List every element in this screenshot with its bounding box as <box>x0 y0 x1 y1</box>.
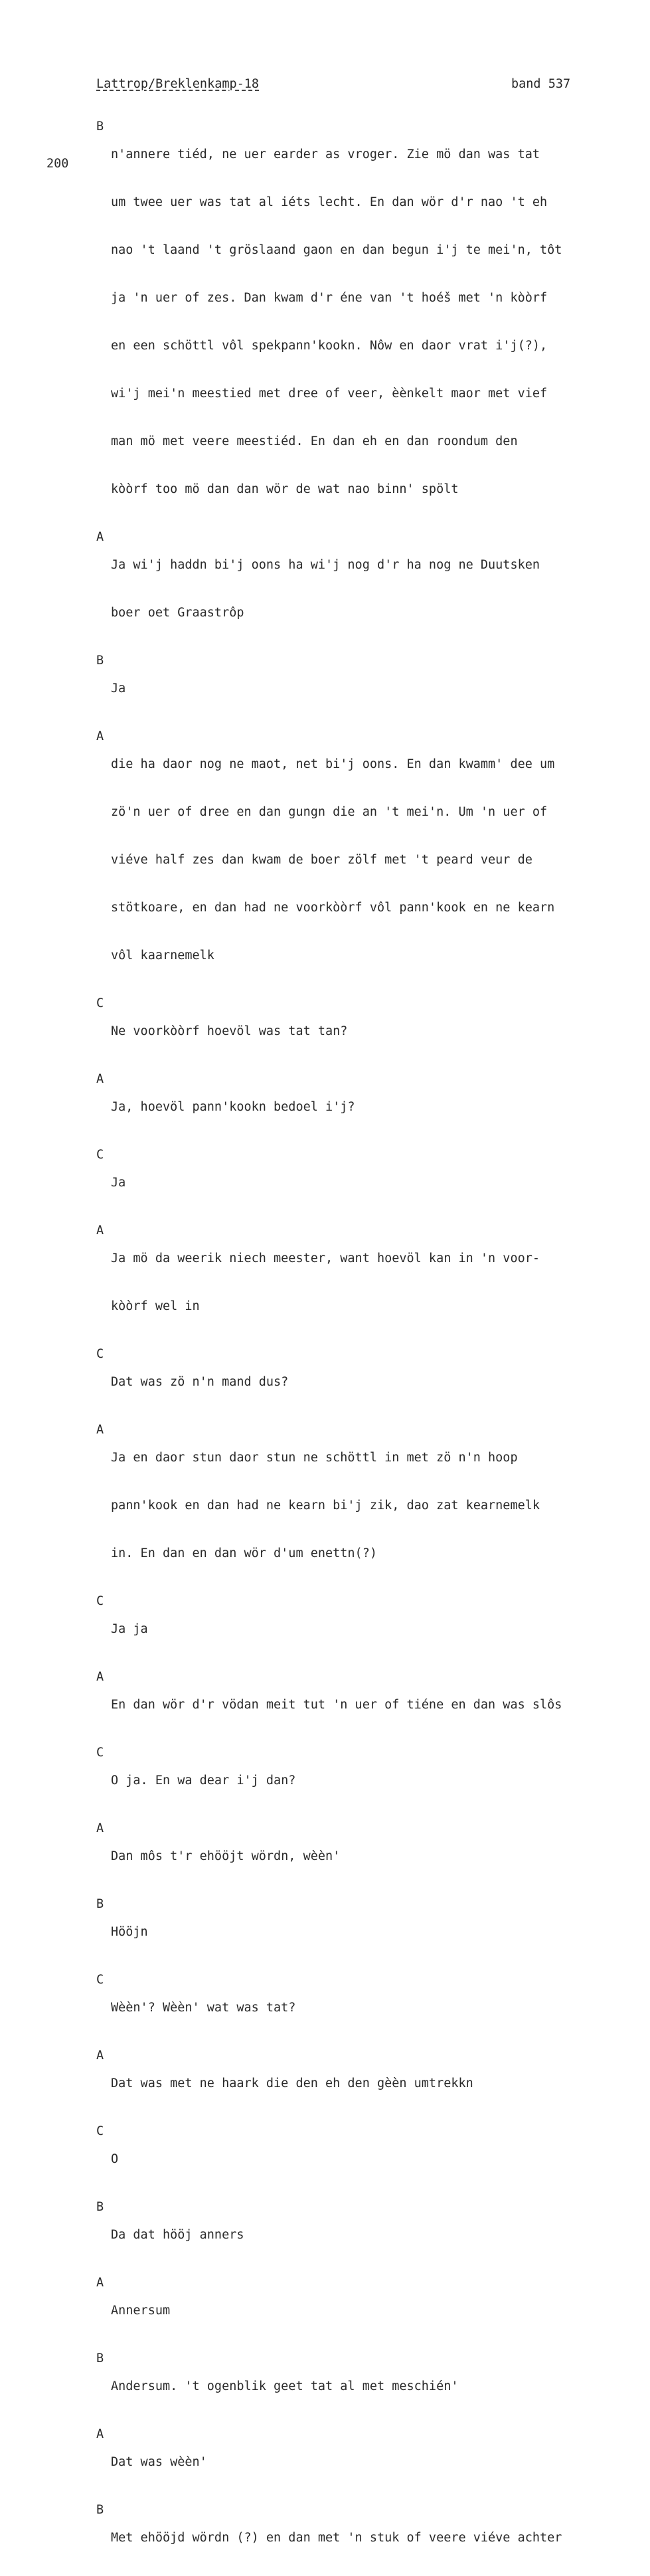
transcript-line: Ja mö da weerik niech meester, want hoevöl kan in 'n voor- <box>111 1251 540 1265</box>
header-location: Lattrop/Breklenkamp-18 <box>96 77 260 91</box>
transcript-line: nao 't laand 't gröslaand gaon en dan begun i'j te mei'n, tôt <box>111 243 562 257</box>
transcript-line: Ja wi'j haddn bi'j oons ha wi'j nog d'r ha nog ne Duutsken <box>111 558 540 572</box>
transcript-line: Ne voorkòòrf hoevöl was tat tan? <box>111 1024 348 1038</box>
transcript-line: Ja en daor stun daor stun ne schöttl in met zö n'n hoop <box>111 1451 518 1465</box>
speaker-label: C <box>96 1973 104 1987</box>
margin-line-number: 200 <box>46 157 69 171</box>
speaker-turn <box>96 1420 621 1592</box>
speaker-turn <box>96 1743 621 1819</box>
transcript-line: um twee uer was tat al iéts lecht. En dan wör d'r nao 't eh <box>111 195 548 209</box>
speaker-turn <box>96 1592 621 1667</box>
speaker-label: C <box>96 996 104 1010</box>
speaker-label: B <box>96 654 104 668</box>
speaker-turn <box>96 1894 621 1970</box>
speaker-turn <box>96 527 621 651</box>
speaker-turn <box>96 1145 621 1221</box>
speaker-label: A <box>96 1821 104 1835</box>
transcript-line: Annersum <box>111 2304 171 2318</box>
speaker-label: A <box>96 1072 104 1086</box>
speaker-turn <box>96 1970 621 2046</box>
speaker-label: B <box>96 2503 104 2517</box>
transcript-line: zö'n uer of dree en dan gungn die an 't mei'n. Um 'n uer of <box>111 805 548 819</box>
speaker-turn <box>96 1819 621 1894</box>
transcript-line: Ja ja <box>111 1622 148 1636</box>
transcript-line: pann'kook en dan had ne kearn bi'j zik, dao zat kearnemelk <box>111 1499 540 1513</box>
transcript-line: vôl kaarnemelk <box>111 949 214 963</box>
speaker-label: C <box>96 1746 104 1760</box>
speaker-turn <box>96 2349 621 2425</box>
speaker-label: A <box>96 2276 104 2290</box>
speaker-label: A <box>96 1423 104 1437</box>
speaker-turn <box>96 117 621 527</box>
transcript-line: viéve half zes dan kwam de boer zölf met 't peard veur de <box>111 853 532 867</box>
speaker-label: A <box>96 729 104 743</box>
transcript-line: Wèèn'? Wèèn' wat was tat? <box>111 2001 296 2015</box>
speaker-label: C <box>96 1347 104 1361</box>
transcript-line: in. En dan en dan wör d'um enettn(?) <box>111 1546 377 1560</box>
speaker-turn <box>96 994 621 1069</box>
transcript-line: kòòrf wel in <box>111 1299 200 1313</box>
transcript-line: man mö met veere meestiéd. En dan eh en dan roondum den <box>111 434 518 448</box>
speaker-label: A <box>96 2427 104 2441</box>
transcript-line: Dat was zö n'n mand dus? <box>111 1375 289 1389</box>
transcript-line: O ja. En wa dear i'j dan? <box>111 1774 296 1788</box>
speaker-turn <box>96 2425 621 2500</box>
transcript-line: Ja <box>111 682 126 695</box>
transcript-line: Dan môs t'r ehööjt wördn, wèèn' <box>111 1849 341 1863</box>
speaker-label: A <box>96 530 104 544</box>
transcript-line: Andersum. 't ogenblik geet tat al met meschién' <box>111 2379 459 2393</box>
transcript-line: die ha daor nog ne maot, net bi'j oons. En dan kwamm' dee um <box>111 757 555 771</box>
transcript-line: Hööjn <box>111 1925 148 1939</box>
transcript-line: En dan wör d'r vödan meit tut 'n uer of tiéne en dan was slôs <box>111 1698 562 1712</box>
speaker-turn <box>96 1667 621 1743</box>
speaker-turn <box>96 2273 621 2349</box>
speaker-label: C <box>96 2124 104 2138</box>
speaker-turn <box>96 1069 621 1145</box>
transcript-body <box>96 117 621 2576</box>
speaker-turn <box>96 1221 621 1344</box>
transcript-line: Da dat hööj anners <box>111 2228 244 2242</box>
transcript-line: Dat was met ne haark die den eh den gèèn umtrekkn <box>111 2076 473 2090</box>
speaker-label: C <box>96 1594 104 1608</box>
transcript-line: Met ehööjd wördn (?) en dan met 'n stuk of veere viéve achter <box>111 2531 562 2545</box>
speaker-label: A <box>96 2049 104 2063</box>
speaker-turn <box>96 651 621 727</box>
transcript-line: kòòrf too mö dan dan wör de wat nao binn' spölt <box>111 482 459 496</box>
transcript-line: n'annere tiéd, ne uer earder as vroger. Zie mö dan was tat <box>111 147 540 161</box>
speaker-label: A <box>96 1670 104 1684</box>
speaker-label: C <box>96 1148 104 1162</box>
speaker-turn <box>96 2197 621 2273</box>
transcript-line: boer oet Graastrôp <box>111 606 244 620</box>
speaker-turn <box>96 727 621 994</box>
transcript-line: Dat was wèèn' <box>111 2455 207 2469</box>
speaker-turn <box>96 2046 621 2122</box>
speaker-label: B <box>96 2351 104 2365</box>
speaker-turn <box>96 2122 621 2197</box>
speaker-turn <box>96 1344 621 1420</box>
speaker-label: B <box>96 2200 104 2214</box>
transcript-line: Ja, hoevöl pann'kookn bedoel i'j? <box>111 1100 355 1114</box>
transcript-line: stötkoare, en dan had ne voorkòòrf vôl pann'kook en ne kearn <box>111 901 555 915</box>
header-tape-number: band 537 <box>511 77 571 91</box>
speaker-label: B <box>96 1897 104 1911</box>
transcript-line: O <box>111 2152 119 2166</box>
transcript-line: en een schöttl vôl spekpann'kookn. Nôw en daor vrat i'j(?), <box>111 339 548 353</box>
speaker-label: A <box>96 1224 104 1238</box>
transcript-line: ja 'n uer of zes. Dan kwam d'r éne van 't hoéš met 'n kòòrf <box>111 291 548 305</box>
transcript-line: Ja <box>111 1176 126 1190</box>
speaker-label: B <box>96 120 104 134</box>
speaker-turn <box>96 2500 621 2576</box>
transcript-line: wi'j mei'n meestied met dree of veer, èènkelt maor met vief <box>111 387 548 401</box>
